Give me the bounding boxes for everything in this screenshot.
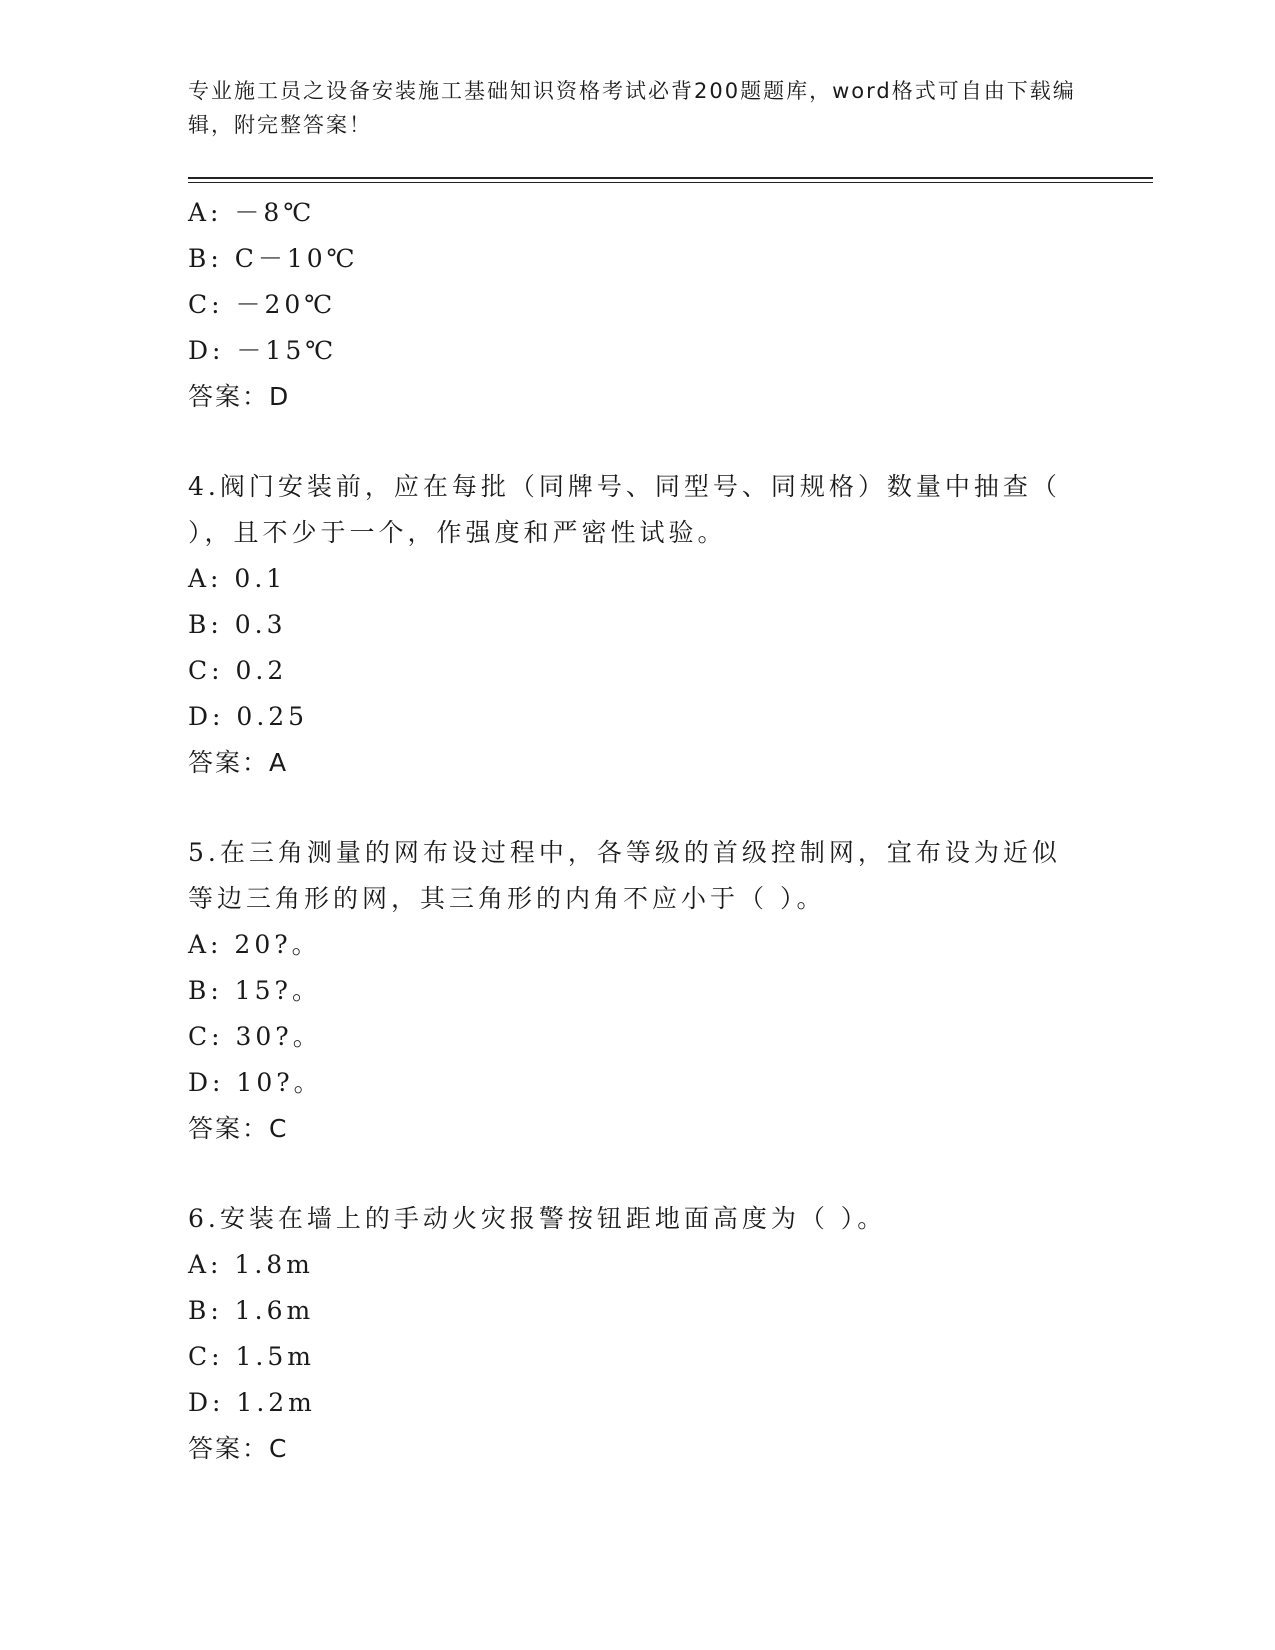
option-c: C: －20℃ [188, 290, 337, 319]
answer-line: 答案：D [188, 382, 291, 411]
question-spacer [188, 1152, 1088, 1196]
answer-line: 答案：C [188, 1434, 289, 1463]
option-c: C: 30?。 [188, 1022, 322, 1051]
question-text-line-1: 4.阀门安装前，应在每批（同牌号、同型号、同规格）数量中抽查（ [188, 472, 1061, 501]
question-list [188, 190, 1088, 1472]
option-a: A: 20?。 [188, 930, 321, 959]
option-b: B: 1.6m [188, 1296, 315, 1325]
option-b: B: C－10℃ [188, 244, 359, 273]
option-d: D: －15℃ [188, 336, 338, 365]
header-rule-thick [188, 177, 1153, 179]
option-d: D: 0.25 [188, 702, 309, 731]
question-text-line-2: 等边三角形的网，其三角形的内角不应小于（ ）。 [188, 884, 826, 913]
answer-line: 答案：C [188, 1114, 289, 1143]
question-4 [188, 464, 1088, 786]
document-header: 专业施工员之设备安装施工基础知识资格考试必背200题题库，word格式可自由下载编辑，附完整答案！ [188, 79, 1076, 137]
option-c: C: 0.2 [188, 656, 288, 685]
question-3 [188, 190, 1088, 420]
question-spacer [188, 786, 1088, 830]
option-b: B: 0.3 [188, 610, 287, 639]
option-b: B: 15?。 [188, 976, 321, 1005]
question-6 [188, 1196, 1088, 1472]
option-a: A: 1.8m [188, 1250, 314, 1279]
answer-line: 答案：A [188, 748, 289, 777]
question-5 [188, 830, 1088, 1152]
option-a: A: 0.1 [188, 564, 287, 593]
question-text-line-1: 6.安装在墙上的手动火灾报警按钮距地面高度为（ ）。 [188, 1204, 887, 1233]
option-d: D: 1.2m [188, 1388, 316, 1417]
option-c: C: 1.5m [188, 1342, 315, 1371]
question-spacer [188, 420, 1088, 464]
option-d: D: 10?。 [188, 1068, 323, 1097]
question-text-line-1: 5.在三角测量的网布设过程中，各等级的首级控制网，宜布设为近似 [188, 838, 1061, 867]
option-a: A: －8℃ [188, 198, 316, 227]
question-text-line-2: ），且不少于一个，作强度和严密性试验。 [188, 518, 727, 547]
header-rule-thin [188, 182, 1153, 183]
